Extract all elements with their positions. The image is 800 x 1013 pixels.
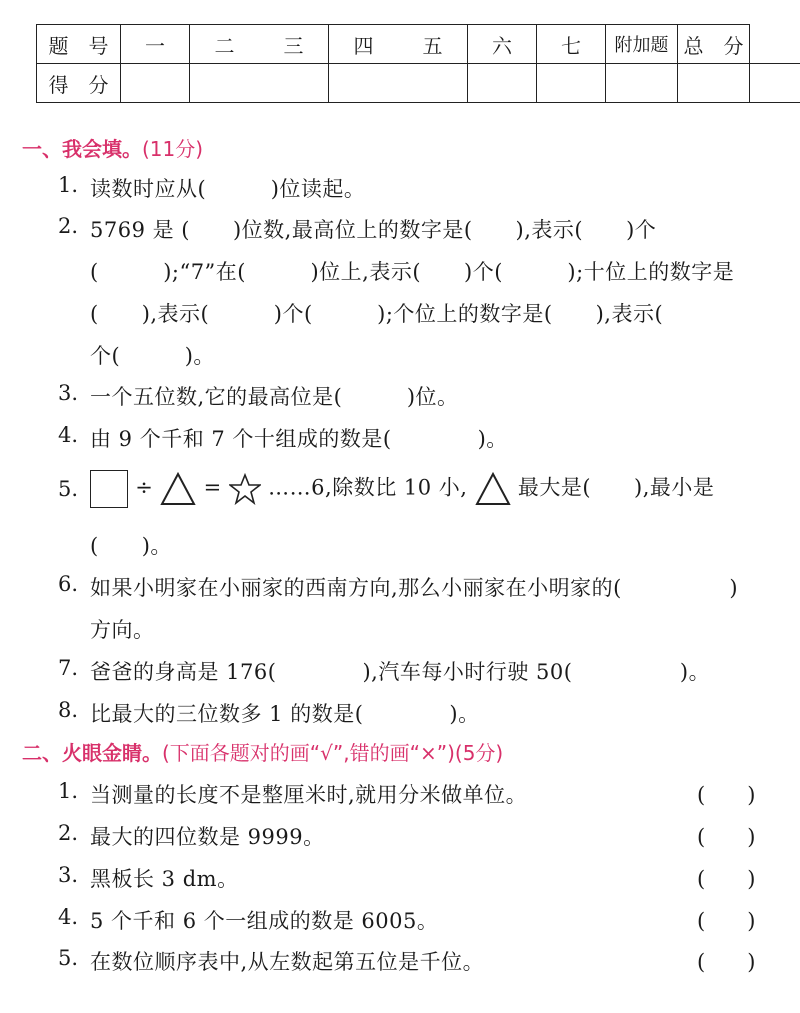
section2-title: 二、火眼金睛。 (22, 741, 162, 765)
s2-q3-text: 黑板长 3 dm。 (90, 867, 239, 891)
score-header-row (37, 25, 800, 64)
divide-sign: ÷ (135, 475, 154, 500)
q7-text: 爸爸的身高是 176( ),汽车每小时行驶 50( )。 (90, 660, 711, 684)
triangle-icon-2 (475, 472, 511, 506)
score-label: 得 分 (37, 64, 121, 103)
q8-text: 比最大的三位数多 1 的数是( )。 (90, 702, 480, 726)
s2-q4-number: 4. (58, 905, 79, 929)
q4-number: 4. (58, 423, 79, 447)
q5-line1 (90, 470, 714, 508)
q6-line2: 方向。 (90, 618, 155, 642)
s2-q3-number: 3. (58, 863, 79, 887)
q1-number: 1. (58, 173, 79, 197)
q6-line1: 如果小明家在小丽家的西南方向,那么小丽家在小明家的( ) (90, 576, 739, 600)
q3-text: 一个五位数,它的最高位是( )位。 (90, 385, 459, 409)
score-row (37, 64, 800, 103)
q5-line2: ( )。 (90, 534, 172, 558)
q5-rest: ……6,除数比 10 小, (268, 475, 468, 500)
s2-q2-answer-blank[interactable]: ( ) (697, 825, 756, 849)
equals-sign: = (203, 475, 222, 500)
q3-number: 3. (58, 381, 79, 405)
star-icon (229, 473, 261, 505)
s2-q1-answer-blank[interactable]: ( ) (697, 783, 756, 807)
score-table (36, 24, 800, 103)
q7-number: 7. (58, 656, 79, 680)
score-cell[interactable] (190, 64, 329, 103)
q6-number: 6. (58, 572, 79, 596)
header-col-2-3: 二 三 (190, 25, 329, 64)
section1-points: (11分) (142, 137, 204, 161)
q1-text: 读数时应从( )位读起。 (90, 177, 366, 201)
header-col-empty (750, 25, 800, 64)
score-cell[interactable] (329, 64, 468, 103)
section1-heading (22, 133, 203, 162)
score-cell[interactable] (750, 64, 800, 103)
header-col-extra: 附加题 (606, 25, 678, 64)
q2-line1: 5769 是 ( )位数,最高位上的数字是( ),表示( )个 (90, 218, 657, 242)
q5-tail: 最大是( ),最小是 (517, 475, 715, 500)
s2-q2-text: 最大的四位数是 9999。 (90, 825, 325, 849)
header-col-7: 七 (537, 25, 606, 64)
header-label: 题 号 (37, 25, 121, 64)
s2-q5-text: 在数位顺序表中,从左数起第五位是千位。 (90, 950, 485, 974)
s2-q5-answer-blank[interactable]: ( ) (697, 950, 756, 974)
score-cell[interactable] (537, 64, 606, 103)
q2-line4: 个( )。 (90, 344, 215, 368)
q8-number: 8. (58, 698, 79, 722)
s2-q3-answer-blank[interactable]: ( ) (697, 867, 756, 891)
score-cell[interactable] (121, 64, 190, 103)
s2-q5-number: 5. (58, 946, 79, 970)
s2-q4-text: 5 个千和 6 个一组成的数是 6005。 (90, 909, 439, 933)
s2-q1-text: 当测量的长度不是整厘米时,就用分米做单位。 (90, 783, 528, 807)
q5-number: 5. (58, 477, 79, 501)
score-cell[interactable] (468, 64, 537, 103)
section2-points: (下面各题对的画“√”,错的画“×”)(5分) (162, 741, 504, 765)
header-col-1: 一 (121, 25, 190, 64)
q2-number: 2. (58, 214, 79, 238)
section1-title: 一、我会填。 (22, 137, 142, 161)
header-col-total: 总 分 (678, 25, 750, 64)
score-cell[interactable] (606, 64, 678, 103)
square-box-icon (90, 470, 128, 508)
s2-q1-number: 1. (58, 779, 79, 803)
q4-text: 由 9 个千和 7 个十组成的数是( )。 (90, 427, 508, 451)
header-col-4-5: 四 五 (329, 25, 468, 64)
score-cell[interactable] (678, 64, 750, 103)
q2-line3: ( ),表示( )个( );个位上的数字是( ),表示( (90, 302, 707, 326)
s2-q2-number: 2. (58, 821, 79, 845)
s2-q4-answer-blank[interactable]: ( ) (697, 909, 756, 933)
triangle-icon (160, 472, 196, 506)
section2-heading (22, 737, 503, 766)
q2-line2: ( );“7”在( )位上,表示( )个( );十位上的数字是 (90, 260, 735, 284)
header-col-6: 六 (468, 25, 537, 64)
